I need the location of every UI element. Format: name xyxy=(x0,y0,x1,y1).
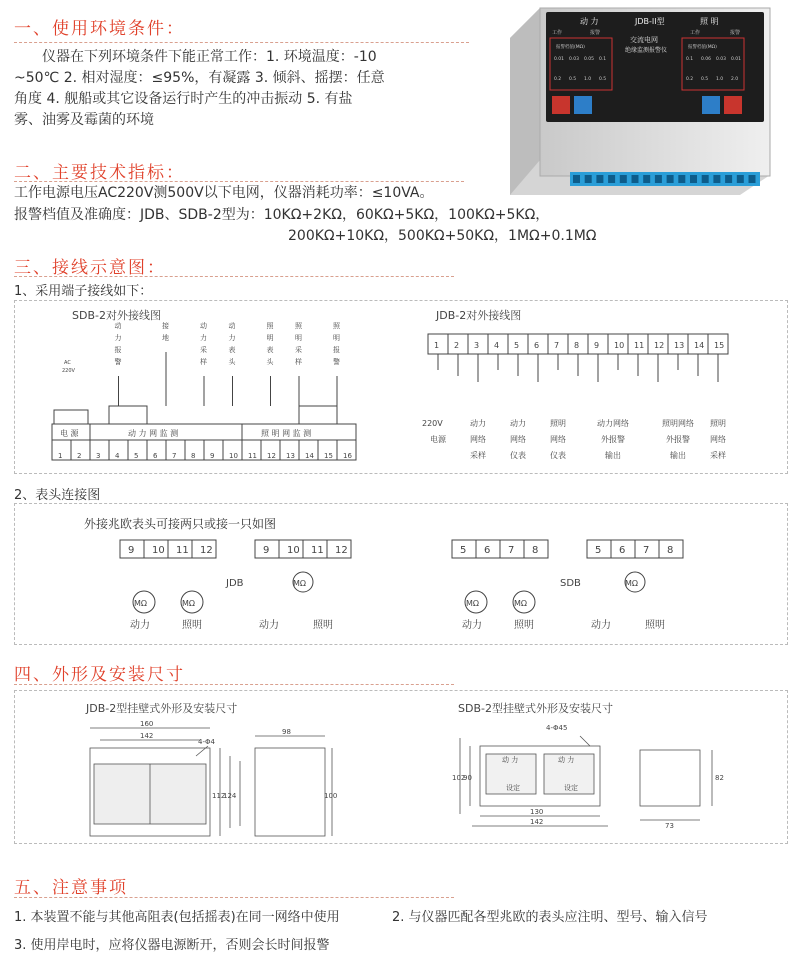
meter-terminal-num: 9 xyxy=(128,545,135,556)
sdb-top-label-char: 表 xyxy=(228,346,236,354)
meter-label-light: 照明 xyxy=(514,620,534,631)
sdb-terminal-num: 6 xyxy=(153,452,158,460)
sdb-wiring-title: SDB-2对外接线图 xyxy=(72,309,161,322)
meter-diagram xyxy=(100,534,740,634)
sdb-group-light: 照 明 网 监 测 xyxy=(261,429,312,438)
device-val-right-2: 1.0 xyxy=(716,77,724,82)
sdb-top-label-char: 采 xyxy=(200,346,207,354)
jdb-channel-label: 照明 xyxy=(710,419,726,428)
terminal-screw xyxy=(690,175,697,183)
sdb-top-label-char: 动 xyxy=(114,322,122,330)
jdb-channel-label: 网络 xyxy=(710,435,726,444)
sdb-top-label-char: 照 xyxy=(295,322,302,330)
section-1-title: 一、使用环境条件： xyxy=(14,19,185,39)
sdb-terminal-num: 5 xyxy=(134,452,139,460)
sdb-top-label-char: 样 xyxy=(295,358,302,366)
jdb-dim-w2: 142 xyxy=(140,732,154,740)
device-model: JDB-II型 xyxy=(635,17,665,26)
meter-label-light: 照明 xyxy=(645,620,665,631)
section-4-title: 四、外形及安装尺寸 xyxy=(14,665,185,685)
jdb-channel-label: 仪表 xyxy=(550,451,566,460)
jdb-terminal-num: 11 xyxy=(634,341,645,350)
device-label-right: 照 明 xyxy=(700,17,719,26)
sdb-dim-h2: 90 xyxy=(463,774,472,782)
sdb-dim-h3: 82 xyxy=(715,774,724,782)
device-label-left: 动 力 xyxy=(580,17,599,26)
sdb-top-label-char: 力 xyxy=(228,334,236,342)
meter-symbol: MΩ xyxy=(182,599,196,608)
terminal-screw xyxy=(678,175,685,183)
section-1-rule xyxy=(14,42,469,43)
sdb-top-label-char: 明 xyxy=(266,334,274,342)
sdb-dim-h1: 102 xyxy=(452,774,466,782)
terminal-screw xyxy=(737,175,744,183)
meter-label-power: 动力 xyxy=(462,620,482,631)
terminal-screw xyxy=(667,175,674,183)
meter-label-power: 动力 xyxy=(259,620,279,631)
jdb-channel-label: 照明网络 xyxy=(662,419,694,428)
sdb-top-label-char: 警 xyxy=(333,358,340,366)
jdb-wiring-diagram xyxy=(422,334,758,470)
section-3-rule xyxy=(14,276,454,277)
device-val-left-2: 0.2 xyxy=(554,77,562,82)
sdb-top-label-char: 动 xyxy=(200,322,207,330)
alarm-spec-1: 报警档值及准确度：JDB、SDB-2型为：10KΩ+2KΩ，60KΩ+5KΩ，100KΩ+5KΩ， xyxy=(14,207,550,223)
jdb-channel-label: 采样 xyxy=(470,451,486,460)
jdb-channel-label: 照明 xyxy=(550,419,566,428)
env-line-2: ~50℃ 2. 相对湿度：≤95%，有凝露 3. 倾斜、摇摆：任意 xyxy=(14,70,385,86)
sdb-group-motor: 动 力 网 监 测 xyxy=(128,429,179,438)
sdb-dimension-drawing xyxy=(450,716,750,840)
meter-terminal-num: 10 xyxy=(152,545,165,556)
sdb-panel-set-b: 设定 xyxy=(564,784,578,792)
jdb-terminal-num: 5 xyxy=(514,341,520,350)
jdb-terminal-num: 3 xyxy=(474,341,480,350)
sdb-top-label-char: 警 xyxy=(114,358,122,366)
meter-symbol: MΩ xyxy=(134,599,148,608)
device-val-left: 0.1 xyxy=(599,57,607,62)
meter-symbol: MΩ xyxy=(293,579,307,588)
sdb-terminal-num: 2 xyxy=(77,452,82,460)
sdb-top-label-char: 采 xyxy=(295,346,302,354)
sdb-terminal-num: 12 xyxy=(267,452,276,460)
sdb-terminal-num: 7 xyxy=(172,452,177,460)
jdb-wiring-title: JDB-2对外接线图 xyxy=(436,309,522,322)
sdb-terminal-num: 13 xyxy=(286,452,295,460)
device-val-left-2: 1.0 xyxy=(584,77,592,82)
jdb-channel-label: 网络 xyxy=(470,435,486,444)
meter-terminal-num: 7 xyxy=(508,545,515,556)
sdb-terminal-num: 9 xyxy=(210,452,215,460)
sdb-dim-title: SDB-2型挂壁式外形及安装尺寸 xyxy=(458,702,613,715)
sdb-terminal-num: 14 xyxy=(305,452,314,460)
section-3-title: 三、接线示意图： xyxy=(14,258,166,278)
jdb-dim-title: JDB-2型挂壁式外形及安装尺寸 xyxy=(86,702,238,715)
section-2-rule xyxy=(14,181,464,182)
sdb-top-label-char: 明 xyxy=(295,334,302,342)
jdb-channel-label: 动力网络 xyxy=(597,419,629,428)
test-button-left[interactable] xyxy=(574,96,592,114)
sdb-top-label-char: 报 xyxy=(114,346,122,354)
device-range-left: 报警档值(MΩ) xyxy=(556,45,585,50)
jdb-terminal-num: 4 xyxy=(494,341,500,350)
terminal-screw xyxy=(608,175,615,183)
note-2: 2. 与仪器匹配各型兆欧的表头应注明、型号、输入信号 xyxy=(392,910,708,925)
sdb-terminal-num: 15 xyxy=(324,452,333,460)
sdb-top-label-char: 力 xyxy=(200,334,207,342)
meter-sdb-label: SDB xyxy=(560,578,581,589)
sdb-terminal-num: 10 xyxy=(229,452,238,460)
sdb-top-label-char: 照 xyxy=(333,322,340,330)
jdb-dim-d: 98 xyxy=(282,728,291,736)
jdb-terminal-num: 8 xyxy=(574,341,580,350)
jdb-terminal-num: 1 xyxy=(434,341,440,350)
sdb-top-label-char: 地 xyxy=(162,334,169,342)
sdb-terminal-num: 4 xyxy=(115,452,120,460)
jdb-channel-label: 外报警 xyxy=(601,435,625,444)
device-work-left: 工作 xyxy=(552,30,563,36)
section-2-title: 二、主要技术指标： xyxy=(14,163,185,183)
meter-label-light: 照明 xyxy=(182,620,202,631)
sdb-top-label-char: 头 xyxy=(228,358,236,366)
meter-terminal-num: 12 xyxy=(200,545,213,556)
jdb-channel-label: 输出 xyxy=(605,451,621,460)
sdb-voltage-label: 220V xyxy=(62,368,75,374)
meter-terminal-num: 12 xyxy=(335,545,348,556)
device-val-right-2: 0.2 xyxy=(686,77,694,82)
meter-symbol: MΩ xyxy=(625,579,639,588)
test-button-right[interactable] xyxy=(702,96,720,114)
device-range-right: 报警档值(MΩ) xyxy=(688,45,717,50)
device-val-right-2: 0.5 xyxy=(701,77,709,82)
sdb-dim-w2: 142 xyxy=(530,818,544,826)
alarm-reset-button-left[interactable] xyxy=(552,96,570,114)
terminal-screw xyxy=(725,175,732,183)
sdb-terminal-num: 8 xyxy=(191,452,196,460)
meter-label-power: 动力 xyxy=(130,620,150,631)
wiring-subtitle-2: 2、表头连接图 xyxy=(14,488,101,503)
sdb-panel-a: 动 力 xyxy=(502,756,519,764)
meter-terminal-num: 5 xyxy=(460,545,467,556)
alarm-spec-2: 200KΩ+10KΩ，500KΩ+50KΩ，1MΩ+0.1MΩ xyxy=(288,228,597,244)
jdb-channel-label: 外报警 xyxy=(666,435,690,444)
sdb-panel-set-a: 设定 xyxy=(506,784,520,792)
meter-symbol: MΩ xyxy=(466,599,480,608)
note-3: 3. 使用岸电时，应将仪器电源断开，否则会长时间报警 xyxy=(14,938,330,953)
terminal-screw xyxy=(702,175,709,183)
jdb-channel-label: 仪表 xyxy=(510,451,526,460)
sdb-top-label-char: 表 xyxy=(266,346,274,354)
jdb-terminal-num: 13 xyxy=(674,341,685,350)
env-line-3: 角度 4. 舰船或其它设备运行时产生的冲击振动 5. 有盐 xyxy=(14,91,353,107)
jdb-terminal-num: 15 xyxy=(714,341,725,350)
env-line-4: 雾、油雾及霉菌的环境 xyxy=(14,112,154,128)
jdb-channel-label: 动力 xyxy=(510,419,526,428)
terminal-screw xyxy=(596,175,603,183)
terminal-screw xyxy=(620,175,627,183)
meter-jdb-label: JDB xyxy=(226,578,244,589)
device-val-left-2: 0.5 xyxy=(599,77,607,82)
terminal-screw xyxy=(643,175,650,183)
jdb-dim-h2: 124 xyxy=(223,792,237,800)
meter-terminal-num: 10 xyxy=(287,545,300,556)
device-val-left: 0.03 xyxy=(569,57,580,62)
meter-caption: 外接兆欧表头可接两只或接一只如图 xyxy=(84,517,277,531)
jdb-channel-label: 输出 xyxy=(670,451,686,460)
device-sub2: 绝缘监测报警仪 xyxy=(625,47,668,54)
sdb-top-label-char: 照 xyxy=(266,322,274,330)
jdb-dim-hole: 4-Φ4 xyxy=(198,738,215,746)
jdb-dim-w1: 160 xyxy=(140,720,154,728)
sdb-top-label-char: 明 xyxy=(333,334,340,342)
jdb-channel-label: 220V xyxy=(422,419,443,428)
terminal-screw xyxy=(632,175,639,183)
jdb-terminal-num: 2 xyxy=(454,341,460,350)
sdb-top-label-char: 接 xyxy=(162,322,169,330)
sdb-dim-d: 73 xyxy=(665,822,674,830)
power-spec: 工作电源电压AC220V测500V以下电网，仪器消耗功率：≤10VA。 xyxy=(14,185,434,201)
section-5-rule xyxy=(14,897,454,898)
terminal-screw xyxy=(585,175,592,183)
meter-label-power: 动力 xyxy=(591,620,611,631)
device-val-right-2: 2.0 xyxy=(731,77,739,82)
device-work-right: 工作 xyxy=(690,30,701,36)
sdb-top-label-char: 力 xyxy=(114,334,122,342)
sdb-dim-hole: 4-Φ45 xyxy=(546,724,568,732)
sdb-top-label-char: 样 xyxy=(200,358,207,366)
sdb-terminal-num: 11 xyxy=(248,452,257,460)
device-photo xyxy=(480,0,780,200)
device-val-left: 0.01 xyxy=(554,57,565,62)
jdb-channel-label: 电源 xyxy=(430,435,446,444)
device-alarm-left: 报警 xyxy=(590,30,601,36)
device-alarm-right: 报警 xyxy=(730,30,741,36)
meter-terminal-num: 6 xyxy=(619,545,626,556)
section-5-title: 五、注意事项 xyxy=(14,878,128,898)
sdb-group-power: 电 源 xyxy=(60,429,79,438)
sdb-ac-label: AC xyxy=(64,360,71,366)
device-val-right: 0.03 xyxy=(716,57,727,62)
sdb-wiring-diagram xyxy=(52,318,372,468)
sdb-top-label-char: 头 xyxy=(266,358,274,366)
terminal-screw xyxy=(655,175,662,183)
section-4-rule xyxy=(14,684,454,685)
jdb-terminal-num: 6 xyxy=(534,341,540,350)
device-val-left-2: 0.5 xyxy=(569,77,577,82)
meter-terminal-num: 5 xyxy=(595,545,602,556)
meter-terminal-num: 9 xyxy=(263,545,270,556)
sdb-terminal-num: 3 xyxy=(96,452,101,460)
terminal-screw xyxy=(713,175,720,183)
jdb-channel-label: 网络 xyxy=(550,435,566,444)
sdb-panel-b: 动 力 xyxy=(558,756,575,764)
meter-terminal-num: 8 xyxy=(532,545,539,556)
sdb-terminal-num: 1 xyxy=(58,452,63,460)
jdb-terminal-num: 12 xyxy=(654,341,665,350)
alarm-reset-button-right[interactable] xyxy=(724,96,742,114)
meter-symbol: MΩ xyxy=(514,599,528,608)
env-conditions-text xyxy=(14,47,484,131)
meter-terminal-num: 7 xyxy=(643,545,650,556)
sdb-top-label-char: 报 xyxy=(333,346,340,354)
jdb-terminal-num: 14 xyxy=(694,341,705,350)
jdb-dim-h1: 112 xyxy=(212,792,226,800)
device-val-right: 0.1 xyxy=(686,57,694,62)
jdb-terminal-num: 10 xyxy=(614,341,625,350)
meter-terminal-num: 6 xyxy=(484,545,491,556)
sdb-terminal-num: 16 xyxy=(343,452,352,460)
device-val-right: 0.06 xyxy=(701,57,712,62)
device-val-right: 0.01 xyxy=(731,57,742,62)
terminal-screw xyxy=(573,175,580,183)
jdb-channel-label: 采样 xyxy=(710,451,726,460)
terminal-screw xyxy=(749,175,756,183)
meter-terminal-num: 8 xyxy=(667,545,674,556)
meter-label-light: 照明 xyxy=(313,620,333,631)
meter-terminal-num: 11 xyxy=(311,545,324,556)
note-1: 1. 本装置不能与其他高阻表(包括摇表)在同一网络中使用 xyxy=(14,910,340,925)
jdb-terminal-num: 7 xyxy=(554,341,560,350)
meter-terminal-num: 11 xyxy=(176,545,189,556)
sdb-dim-w1: 130 xyxy=(530,808,544,816)
sdb-top-label-char: 动 xyxy=(228,322,236,330)
jdb-dim-h3: 100 xyxy=(324,792,338,800)
device-val-left: 0.05 xyxy=(584,57,595,62)
device-sub1: 交流电网 xyxy=(630,36,658,44)
jdb-dimension-drawing xyxy=(80,716,340,840)
jdb-channel-label: 动力 xyxy=(470,419,486,428)
wiring-subtitle-1: 1、采用端子接线如下： xyxy=(14,284,153,299)
jdb-terminal-num: 9 xyxy=(594,341,600,350)
env-line-1: 仪器在下列环境条件下能正常工作：1. 环境温度：-10 xyxy=(14,49,377,65)
jdb-channel-label: 网络 xyxy=(510,435,526,444)
